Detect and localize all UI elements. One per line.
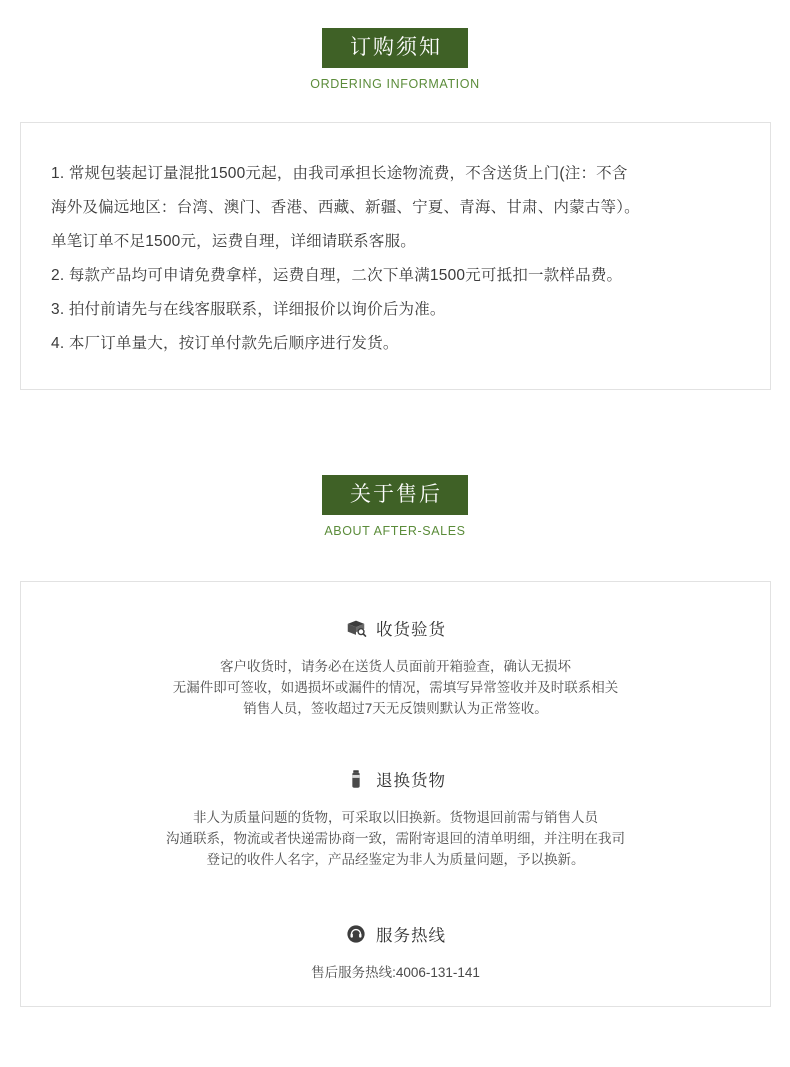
section-subtitle-aftersales: ABOUT AFTER-SALES: [324, 524, 466, 538]
bottle-icon: [345, 768, 367, 790]
aftersales-block-title-row: [21, 616, 770, 640]
ordering-line: 2. 每款产品均可申请免费拿样，运费自理，二次下单满1500元可抵扣一款样品费。: [51, 267, 623, 284]
aftersales-block-body: [21, 656, 770, 719]
aftersales-block-title: 退换货物: [376, 772, 446, 790]
aftersales-body-line: 无漏件即可签收，如遇损坏或漏件的情况，需填写异常签收并及时联系相关: [172, 680, 619, 695]
aftersales-body-line: 登记的收件人名字，产品经鉴定为非人为质量问题，予以换新。: [206, 852, 585, 867]
aftersales-card: [20, 581, 771, 1007]
aftersales-body-line: 非人为质量问题的货物，可采取以旧换新。货物退回前需与销售人员: [193, 810, 598, 825]
service-hotline-text: 售后服务热线:4006-131-141: [311, 965, 480, 980]
ordering-line: 海外及偏远地区：台湾、澳门、香港、西藏、新疆、宁夏、青海、甘肃、内蒙古等）。: [51, 199, 640, 216]
ordering-line: 3. 拍付前请先与在线客服联系，详细报价以询价后为准。: [51, 301, 446, 318]
package-search-icon: [345, 617, 367, 639]
section-subtitle-ordering: ORDERING INFORMATION: [310, 77, 480, 91]
aftersales-block-hotline: [21, 922, 770, 983]
headset-icon: [345, 923, 367, 945]
aftersales-body-line: 销售人员，签收超过7天无反馈则默认为正常签收。: [243, 701, 548, 716]
aftersales-block-receiving: [21, 616, 770, 719]
aftersales-block-title: 服务热线: [376, 927, 446, 945]
section-header-aftersales: [0, 475, 790, 538]
section-title-aftersales: 关于售后: [322, 475, 468, 515]
ordering-line: 1. 常规包装起订量混批1500元起，由我司承担长途物流费，不含送货上门(注：不含: [51, 165, 628, 182]
aftersales-block-title: 收货验货: [376, 621, 446, 639]
aftersales-block-title-row: [21, 767, 770, 791]
ordering-line: 单笔订单不足1500元，运费自理，详细请联系客服。: [51, 233, 416, 250]
aftersales-block-body: [21, 807, 770, 870]
block-spacer: [21, 719, 770, 767]
ordering-information-card: [20, 122, 771, 390]
aftersales-block-title-row: [21, 922, 770, 946]
aftersales-body-line: 沟通联系，物流或者快递需协商一致，需附寄退回的清单明细，并注明在我司: [166, 831, 625, 846]
aftersales-block-exchange: [21, 767, 770, 870]
block-spacer: [21, 870, 770, 922]
aftersales-body-line: 客户收货时，请务必在送货人员面前开箱验查，确认无损坏: [220, 659, 571, 674]
ordering-line: 4. 本厂订单量大，按订单付款先后顺序进行发货。: [51, 335, 399, 352]
section-header-ordering: [0, 28, 790, 91]
section-title-ordering: 订购须知: [322, 28, 468, 68]
